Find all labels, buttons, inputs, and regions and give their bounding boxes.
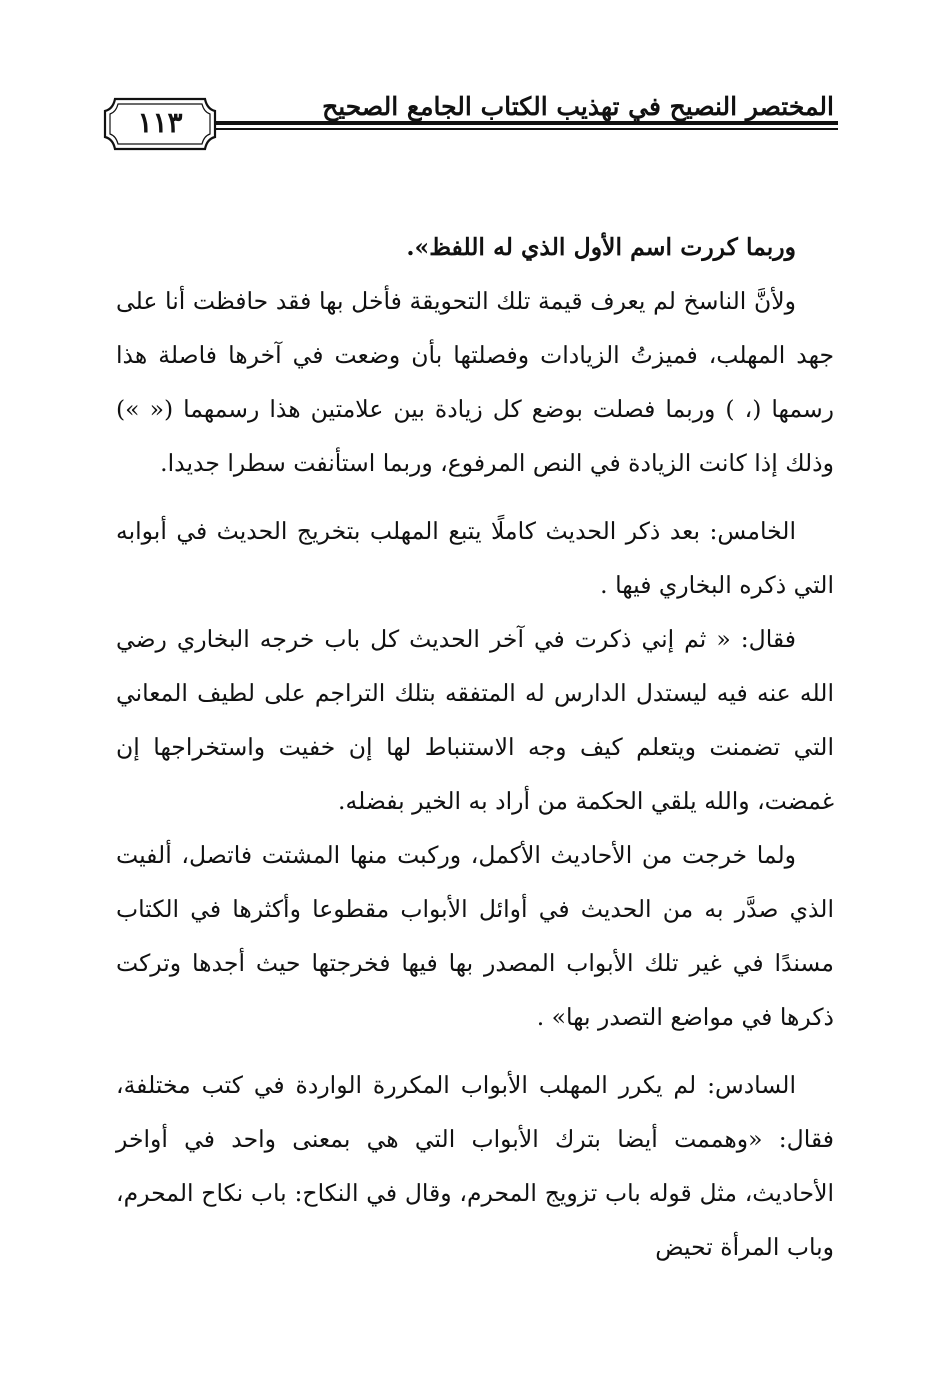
header-rule-thin (216, 128, 838, 130)
paragraph: الخامس: بعد ذكر الحديث كاملًا يتبع المهلب بتخريج الحديث في أبوابه التي ذكره البخاري فيها . (116, 517, 834, 599)
paragraph: ولما خرجت من الأحاديث الأكمل، وركبت منها المشتت فاتصل، ألفيت الذي صدَّر به من الحديث في أوائل الأبواب مقطوعا وأكثرها في الكتاب مسندًا في غير تلك الأبواب المصدر بها فيها فخرجتها حيث أجدها وتركت ذكرها في مواضع التصدر بها» . (116, 841, 834, 1031)
paragraph: فقال: « ثم إني ذكرت في آخر الحديث كل باب خرجه البخاري رضي الله عنه فيه ليستدل الدارس له المتفقه بتلك التراجم على لطيف المعاني التي تضمنت ويتعلم كيف وجه الاستنباط لها إن خفيت واستخراجها إن غمضت، والله يلقي الحكمة من أراد به الخير بفضله. (116, 625, 834, 815)
header-rule-thick (216, 121, 838, 125)
running-header-title: المختصر النصيح في تهذيب الكتاب الجامع الصحيح (322, 92, 834, 121)
paragraph: السادس: لم يكرر المهلب الأبواب المكررة الواردة في كتب مختلفة، فقال: «وهممت أيضا بترك الأبواب التي هي بمعنى واحد في أواخر الأحاديث، مثل قوله باب تزويج المحرم، وقال في النكاح: باب نكاح المحرم، وباب المرأة تحيض (116, 1071, 834, 1261)
page-number: ١١٣ (137, 106, 183, 139)
paragraph: ولأنَّ الناسخ لم يعرف قيمة تلك التحويقة فأخل بها فقد حافظت أنا على جهد المهلب، فميزتُ الزيادات وفصلتها بأن وضعت في آخرها فاصلة هذا رسمها (، ) وربما فصلت بوضع كل زيادة بين علامتين هذا رسمهما (« ») وذلك إذا كانت الزيادة في النص المرفوع، وربما استأنفت سطرا جديدا. (116, 287, 834, 477)
body-text (116, 220, 834, 1274)
paragraph: وربما كررت اسم الأول الذي له اللفظ». (406, 233, 796, 261)
